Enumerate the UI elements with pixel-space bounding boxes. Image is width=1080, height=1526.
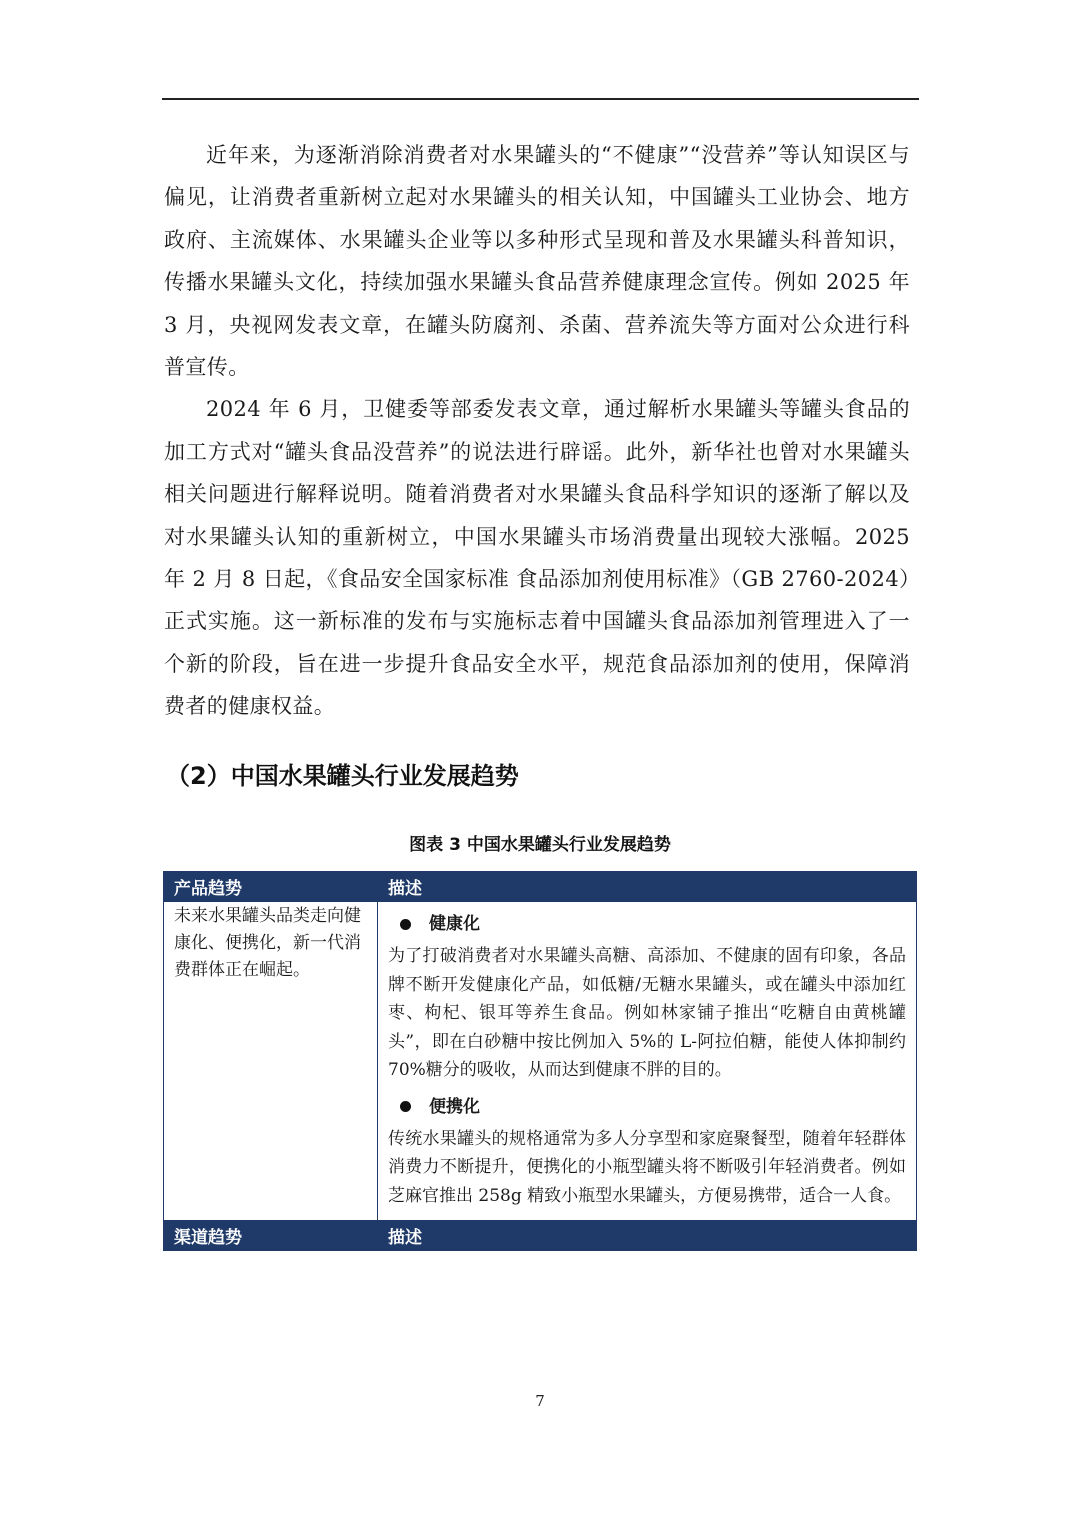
figure-caption: 图表 3 中国水果罐头行业发展趋势	[409, 835, 671, 855]
page-number: 7	[535, 1392, 545, 1410]
table-header-row	[164, 1221, 917, 1251]
body-text	[164, 134, 910, 728]
bullet-title: 便携化	[429, 1096, 480, 1117]
bullet-heading-portable	[388, 1089, 906, 1125]
header-description: 描述	[378, 1221, 917, 1251]
bullet-icon	[400, 919, 411, 930]
bullet-title: 健康化	[429, 914, 480, 934]
trend-table	[163, 871, 917, 1251]
bullet-heading-health	[388, 906, 906, 942]
table-row	[164, 902, 917, 1221]
product-trend-cell: 未来水果罐头品类走向健康化、便携化，新一代消费群体正在崛起。	[164, 902, 378, 1221]
description-cell	[378, 902, 917, 1221]
header-channel-trend: 渠道趋势	[164, 1221, 378, 1251]
header-product-trend: 产品趋势	[164, 872, 378, 902]
header-rule	[162, 98, 919, 100]
table-header-row	[164, 872, 917, 902]
bullet-icon	[400, 1101, 411, 1112]
bullet-text-portable: 传统水果罐头的规格通常为多人分享型和家庭聚餐型，随着年轻群体消费力不断提升，便携化的小瓶型罐头将不断吸引年轻消费者。例如芝麻官推出 258g 精致小瓶型水果罐头，方便易携带，适合一人食。	[388, 1128, 906, 1206]
paragraph-1: 近年来，为逐渐消除消费者对水果罐头的“不健康”“没营养”等认知误区与偏见，让消费者重新树立起对水果罐头的相关认知，中国罐头工业协会、地方政府、主流媒体、水果罐头企业等以多种形式呈现和普及水果罐头科普知识，传播水果罐头文化，持续加强水果罐头食品营养健康理念宣传。例如 2025 年 3 月，央视网发表文章，在罐头防腐剂、杀菌、营养流失等方面对公众进行科普宣传。	[164, 143, 910, 380]
bullet-text-health: 为了打破消费者对水果罐头高糖、高添加、不健康的固有印象，各品牌不断开发健康化产品，如低糖/无糖水果罐头，或在罐头中添加红枣、枸杞、银耳等养生食品。例如林家铺子推出“吃糖自由黄桃罐头”，即在白砂糖中按比例加入 5%的 L-阿拉伯糖，能使人体抑制约 70%糖分的吸收，从而达到健康不胖的目的。	[388, 946, 906, 1080]
paragraph-2: 2024 年 6 月，卫健委等部委发表文章，通过解析水果罐头等罐头食品的加工方式对“罐头食品没营养”的说法进行辟谣。此外，新华社也曾对水果罐头相关问题进行解释说明。随着消费者对水果罐头食品科学知识的逐渐了解以及对水果罐头认知的重新树立，中国水果罐头市场消费量出现较大涨幅。2025 年 2 月 8 日起，《食品安全国家标准 食品添加剂使用标准》（GB 2760-2024）正式实施。这一新标准的发布与实施标志着中国罐头食品添加剂管理进入了一个新的阶段，旨在进一步提升食品安全水平，规范食品添加剂的使用，保障消费者的健康权益。	[164, 397, 910, 719]
section-heading: （2）中国水果罐头行业发展趋势	[166, 762, 519, 790]
header-description: 描述	[378, 872, 917, 902]
